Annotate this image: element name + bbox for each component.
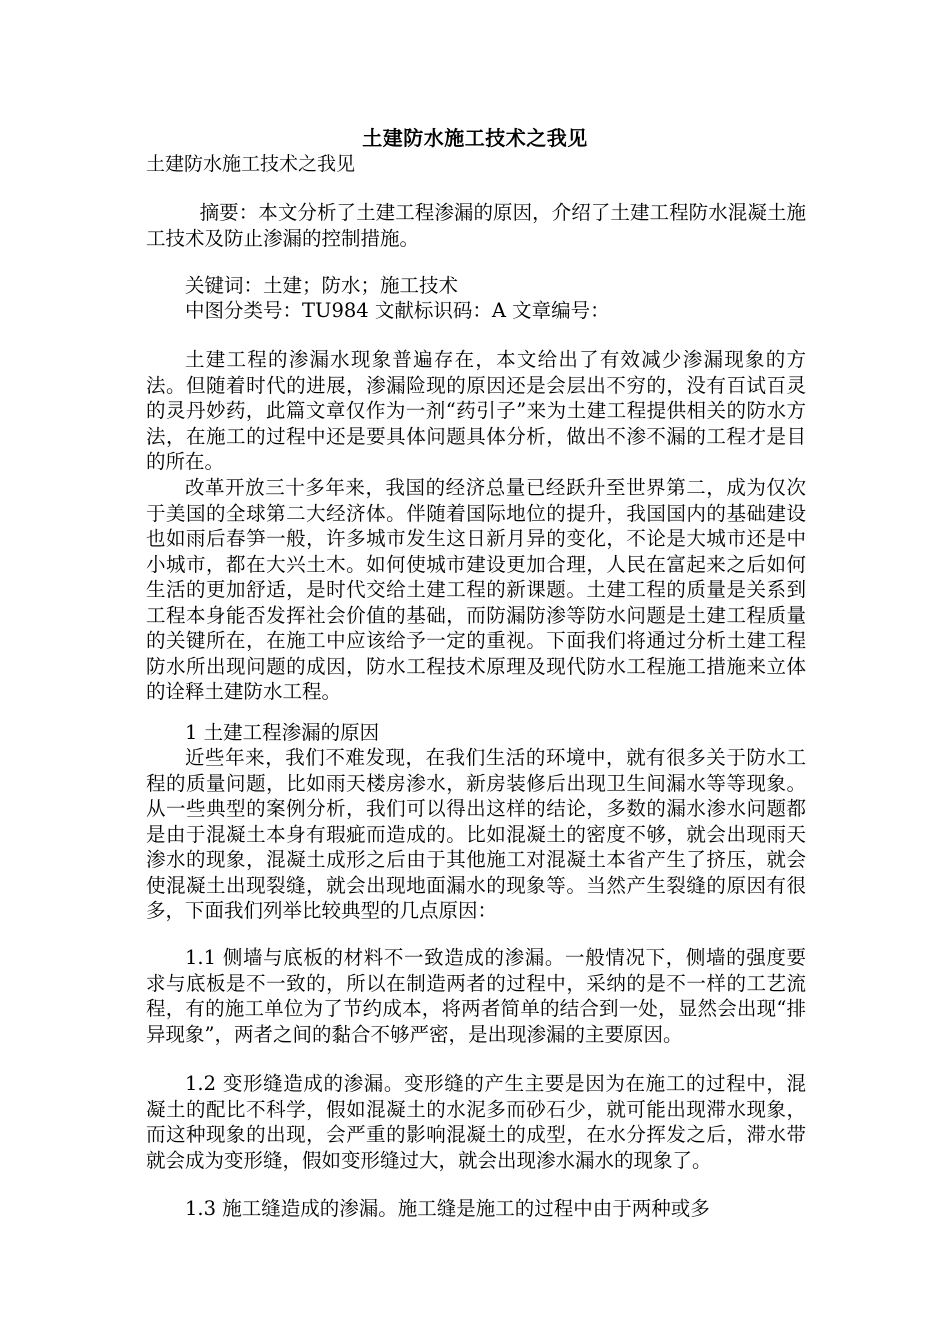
- keywords-line: 关键词：土建；防水；施工技术: [185, 274, 459, 297]
- body-paragraph-1-1: 1.1 侧墙与底板的材料不一致造成的渗漏。一般情况下，侧墙的强度要求与底板是不一致的，所以在制造两者的过程中，采纳的是不一样的工艺流程，有的施工单位为了节约成本，将两者简单的结合到一处，显然会出现“排异现象”，两者之间的黏合不够严密，是出现渗漏的主要原因。: [146, 946, 806, 1046]
- body-paragraph-section-1: 近些年来，我们不难发现，在我们生活的环境中，就有很多关于防水工程的质量问题，比如雨天楼房渗水，新房装修后出现卫生间漏水等等现象。从一些典型的案例分析，我们可以得出这样的结论，多数的漏水渗水问题都是由于混凝土本身有瑕疵而造成的。比如混凝土的密度不够，就会出现雨天渗水的现象，混凝土成形之后由于其他施工对混凝土本省产生了挤压，就会使混凝土出现裂缝，就会出现地面漏水的现象等。当然产生裂缝的原因有很多，下面我们列举比较典型的几点原因：: [146, 746, 806, 922]
- classification-line: 中图分类号：TU984 文献标识码：A 文章编号：: [185, 299, 610, 322]
- body-paragraph-background: 改革开放三十多年来，我国的经济总量已经跃升至世界第二，成为仅次于美国的全球第二大经济体。伴随着国际地位的提升，我国国内的基础建设也如雨后春笋一般，许多城市发生这日新月异的变化，不论是大城市还是中小城市，都在大兴土木。如何使城市建设更加合理，人民在富起来之后如何生活的更加舒适，是时代交给土建工程的新课题。土建工程的质量是关系到工程本身能否发挥社会价值的基础，而防漏防渗等防水问题是土建工程质量的关键所在，在施工中应该给予一定的重视。下面我们将通过分析土建工程防水所出现问题的成因，防水工程技术原理及现代防水工程施工措施来立体的诠释土建防水工程。: [146, 476, 806, 703]
- section-heading-1: 1 土建工程渗漏的原因: [185, 721, 380, 744]
- abstract-paragraph: 摘要：本文分析了土建工程渗漏的原因，介绍了土建工程防水混凝土施工技术及防止渗漏的控制措施。: [146, 201, 806, 250]
- document-title: 土建防水施工技术之我见: [362, 126, 588, 150]
- body-paragraph-1-2: 1.2 变形缝造成的渗漏。变形缝的产生主要是因为在施工的过程中，混凝土的配比不科学，假如混凝土的水泥多而砂石少，就可能出现滞水现象，而这种现象的出现，会严重的影响混凝土的成型，在水分挥发之后，滞水带就会成为变形缝，假如变形缝过大，就会出现渗水漏水的现象了。: [146, 1072, 806, 1172]
- body-paragraph-1-3: 1.3 施工缝造成的渗漏。施工缝是施工的过程中由于两种或多: [185, 1197, 710, 1220]
- document-subtitle: 土建防水施工技术之我见: [146, 153, 356, 175]
- body-paragraph-intro: 土建工程的渗漏水现象普遍存在，本文给出了有效减少渗漏现象的方法。但随着时代的进展，渗漏险现的原因还是会层出不穷的，没有百试百灵的灵丹妙药，此篇文章仅作为一剂“药引子”来为土建工程提供相关的防水方法，在施工的过程中还是要具体问题具体分析，做出不渗不漏的工程才是目的所在。: [146, 348, 806, 473]
